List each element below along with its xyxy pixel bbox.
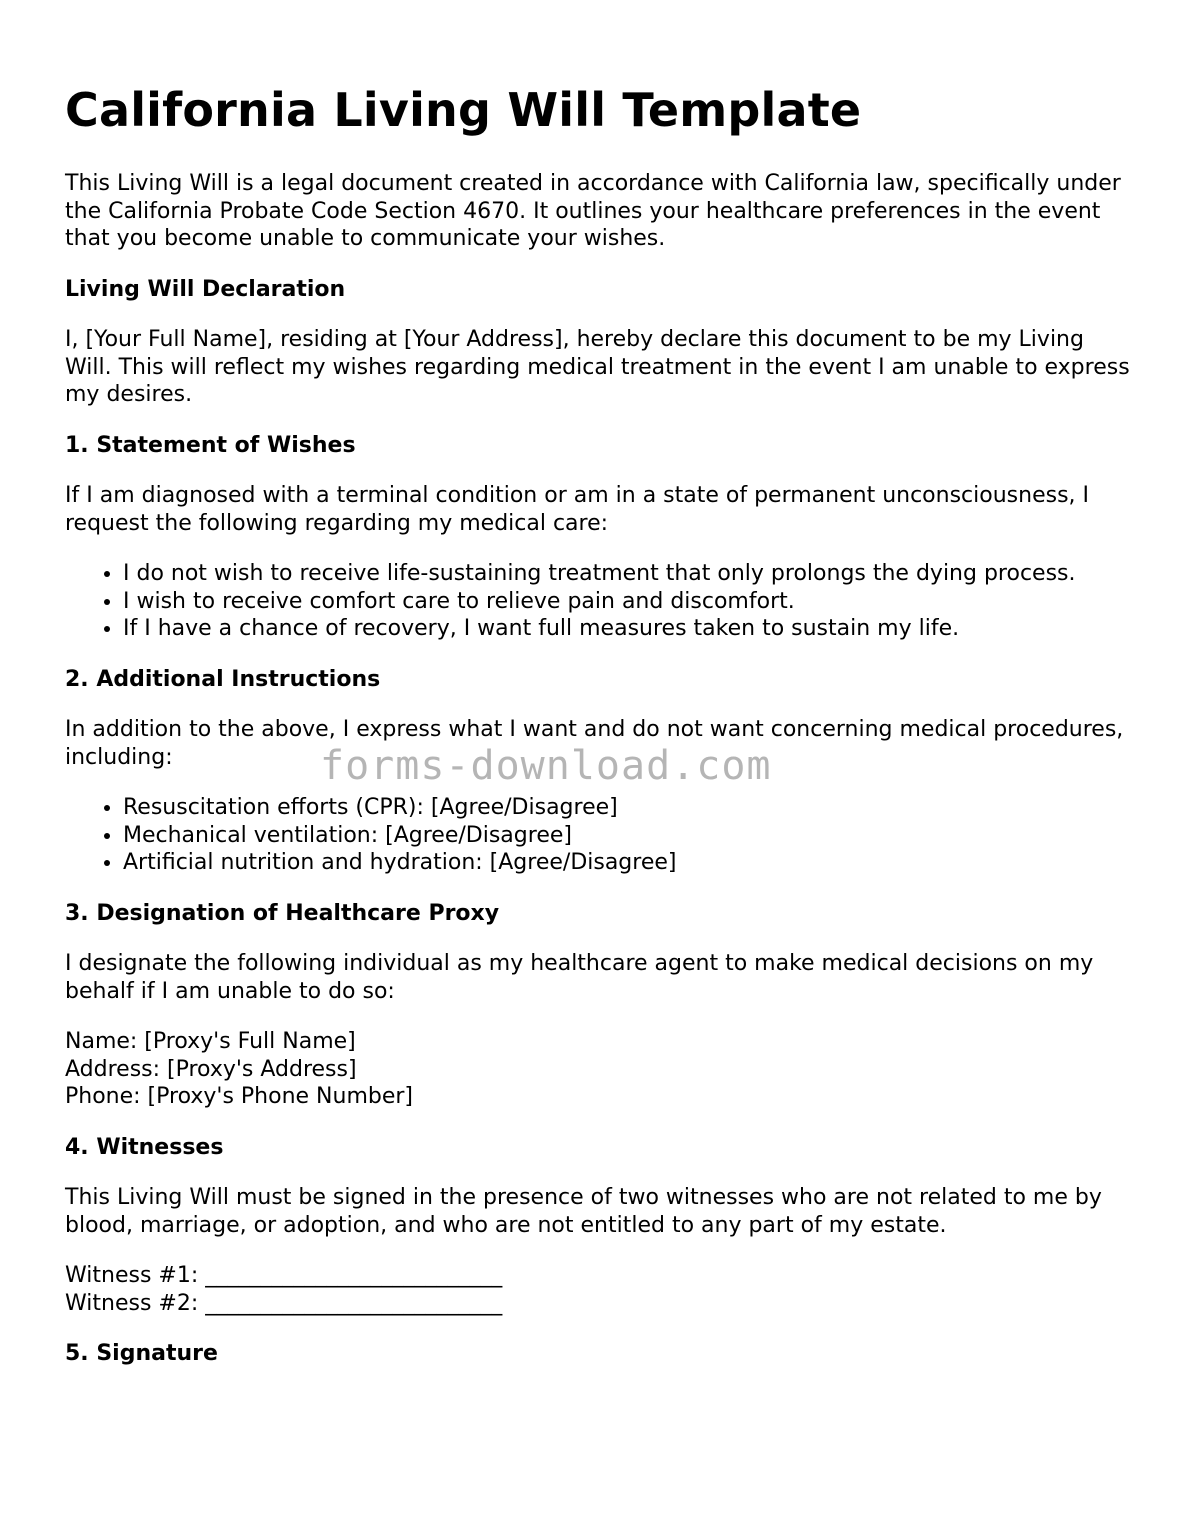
declaration-paragraph: I, [Your Full Name], residing at [Your Address], hereby declare this document to be my Living Will. This will reflect my wishes regarding medical treatment in the event I am unable to express my desires.: [65, 327, 1130, 407]
proxy-name-line: Name: [Proxy's Full Name]: [65, 1029, 356, 1054]
witness-2-line: Witness #2: ___________________________: [65, 1290, 503, 1316]
section-3-heading: 3. Designation of Healthcare Proxy: [65, 900, 500, 926]
section-4-paragraph: This Living Will must be signed in the presence of two witnesses who are not related to me by blood, marriage, or adoption, and who are not entitled to any part of my estate.: [65, 1185, 1102, 1238]
page-title: California Living Will Template: [65, 83, 862, 137]
list-item: • Mechanical ventilation: [Agree/Disagree]: [123, 822, 1135, 850]
list-item: • Resuscitation efforts (CPR): [Agree/Disagree]: [123, 794, 1135, 822]
list-item: • I wish to receive comfort care to relieve pain and discomfort.: [123, 588, 1135, 616]
intro-paragraph: This Living Will is a legal document created in accordance with California law, specifically under the California Probate Code Section 4670. It outlines your healthcare preferences in the event that you become unable to communicate your wishes.: [65, 171, 1121, 251]
section-2-list: [65, 794, 1135, 877]
declaration-heading: Living Will Declaration: [65, 276, 346, 302]
watermark: forms-download.com: [320, 743, 772, 789]
witness-lines: [65, 1262, 1135, 1317]
section-5-heading: 5. Signature: [65, 1341, 218, 1366]
list-item: • Artificial nutrition and hydration: [Agree/Disagree]: [123, 849, 1135, 877]
proxy-details: [65, 1028, 1135, 1111]
section-1-paragraph: If I am diagnosed with a terminal condition or am in a state of permanent unconsciousness, I request the following regarding my medical care:: [65, 483, 1089, 536]
proxy-phone-line: Phone: [Proxy's Phone Number]: [65, 1084, 414, 1109]
proxy-address-line: Address: [Proxy's Address]: [65, 1056, 357, 1082]
section-1-list: [65, 560, 1135, 643]
section-2-heading: 2. Additional Instructions: [65, 666, 381, 692]
section-3-paragraph: I designate the following individual as my healthcare agent to make medical decisions on my behalf if I am unable to do so:: [65, 951, 1094, 1004]
witness-1-line: Witness #1: ___________________________: [65, 1263, 503, 1288]
list-item: • I do not wish to receive life-sustaining treatment that only prolongs the dying process.: [123, 560, 1135, 588]
list-item: • If I have a chance of recovery, I want full measures taken to sustain my life.: [123, 615, 1135, 643]
section-2-paragraph: In addition to the above, I express what I want and do not want concerning medical procedures, including:: [65, 717, 1124, 770]
section-1-heading: 1. Statement of Wishes: [65, 432, 356, 458]
section-4-heading: 4. Witnesses: [65, 1134, 224, 1160]
document-page: [65, 78, 1135, 1391]
